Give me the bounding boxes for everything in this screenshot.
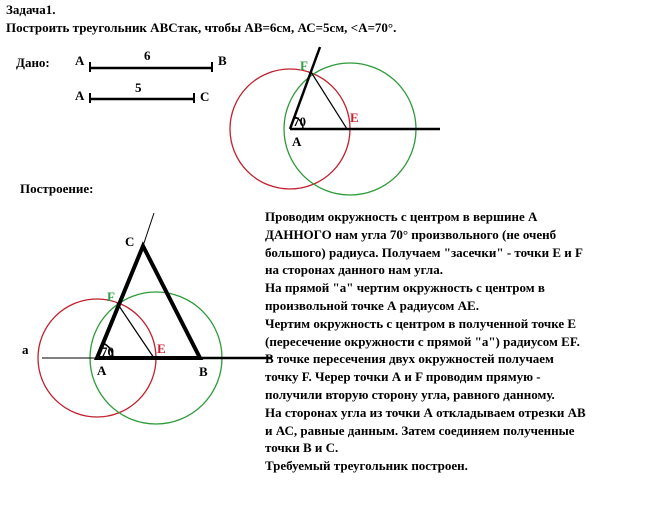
explanation-line: и АС, равные данным. Затем соединяем полученные — [265, 422, 575, 438]
task-statement: Построить треугольник АВСтак, чтобы АВ=6см, АС=5см, <А=70°. — [6, 20, 397, 35]
construction-vertex-c: С — [125, 234, 135, 249]
top-angle-value: 70 — [293, 114, 306, 129]
given-ac-end: С — [200, 89, 210, 104]
given-segment-ac — [75, 80, 209, 104]
explanation-line: ДАННОГО нам угла 70° произвольного (не оченб — [265, 226, 557, 242]
construction-angle-value: 70 — [101, 344, 114, 359]
given-segment-ab — [75, 48, 227, 72]
construction-figure — [22, 213, 272, 424]
task-title: Задача1. — [6, 2, 56, 17]
explanation-line: точку F. Черер точки А и F проводим прямую - — [265, 369, 541, 385]
construction-vertex-b: В — [199, 364, 208, 379]
top-chord-fe — [311, 72, 347, 129]
construction-ray-extension — [143, 213, 154, 246]
top-angle-figure — [230, 47, 440, 195]
construction-point-e: E — [157, 341, 166, 356]
explanation-line: точки В и С. — [265, 440, 339, 456]
given-ab-end: В — [218, 53, 227, 68]
explanation-line: На сторонах угла из точки А откладываем отрезки АВ — [265, 404, 586, 420]
given-ac-start: А — [75, 88, 85, 103]
construction-vertex-a: А — [97, 363, 107, 378]
construction-point-f: F — [107, 289, 115, 304]
given-ab-length: 6 — [144, 48, 151, 63]
explanation-line: В точке пересечения двух окружностей получаем — [265, 351, 554, 367]
top-point-e: E — [350, 110, 359, 125]
given-label: Дано: — [16, 55, 50, 70]
explanation-line: произвольной точке А радиусом АЕ. — [265, 297, 479, 313]
given-ac-length: 5 — [135, 80, 142, 95]
construction-line-label: a — [22, 342, 29, 357]
explanation-line: На прямой "а" чертим окружность с центром в — [265, 280, 545, 296]
explanation-line: Чертим окружность с центром в полученной точке Е — [265, 315, 577, 331]
given-ab-start: А — [75, 53, 85, 68]
construction-label: Построение: — [20, 181, 94, 196]
construction-chord-fe — [117, 303, 154, 358]
top-point-f: F — [300, 58, 308, 73]
explanation-line: на сторонах данного нам угла. — [265, 262, 443, 278]
top-vertex-a: А — [292, 134, 302, 149]
explanation-line: Требуемый треугольник построен. — [265, 458, 468, 474]
explanation-line: (пересечение окружности с прямой "а") радиусом ЕF. — [265, 333, 580, 349]
explanation-line: большого) радиуса. Получаем "засечки" - точки E и F — [265, 244, 583, 260]
explanation-line: Проводим окружность с центром в вершине А — [265, 209, 538, 224]
explanation-line: получили вторую сторону угла, равного данному. — [265, 386, 555, 402]
construction-explanation — [265, 208, 586, 475]
